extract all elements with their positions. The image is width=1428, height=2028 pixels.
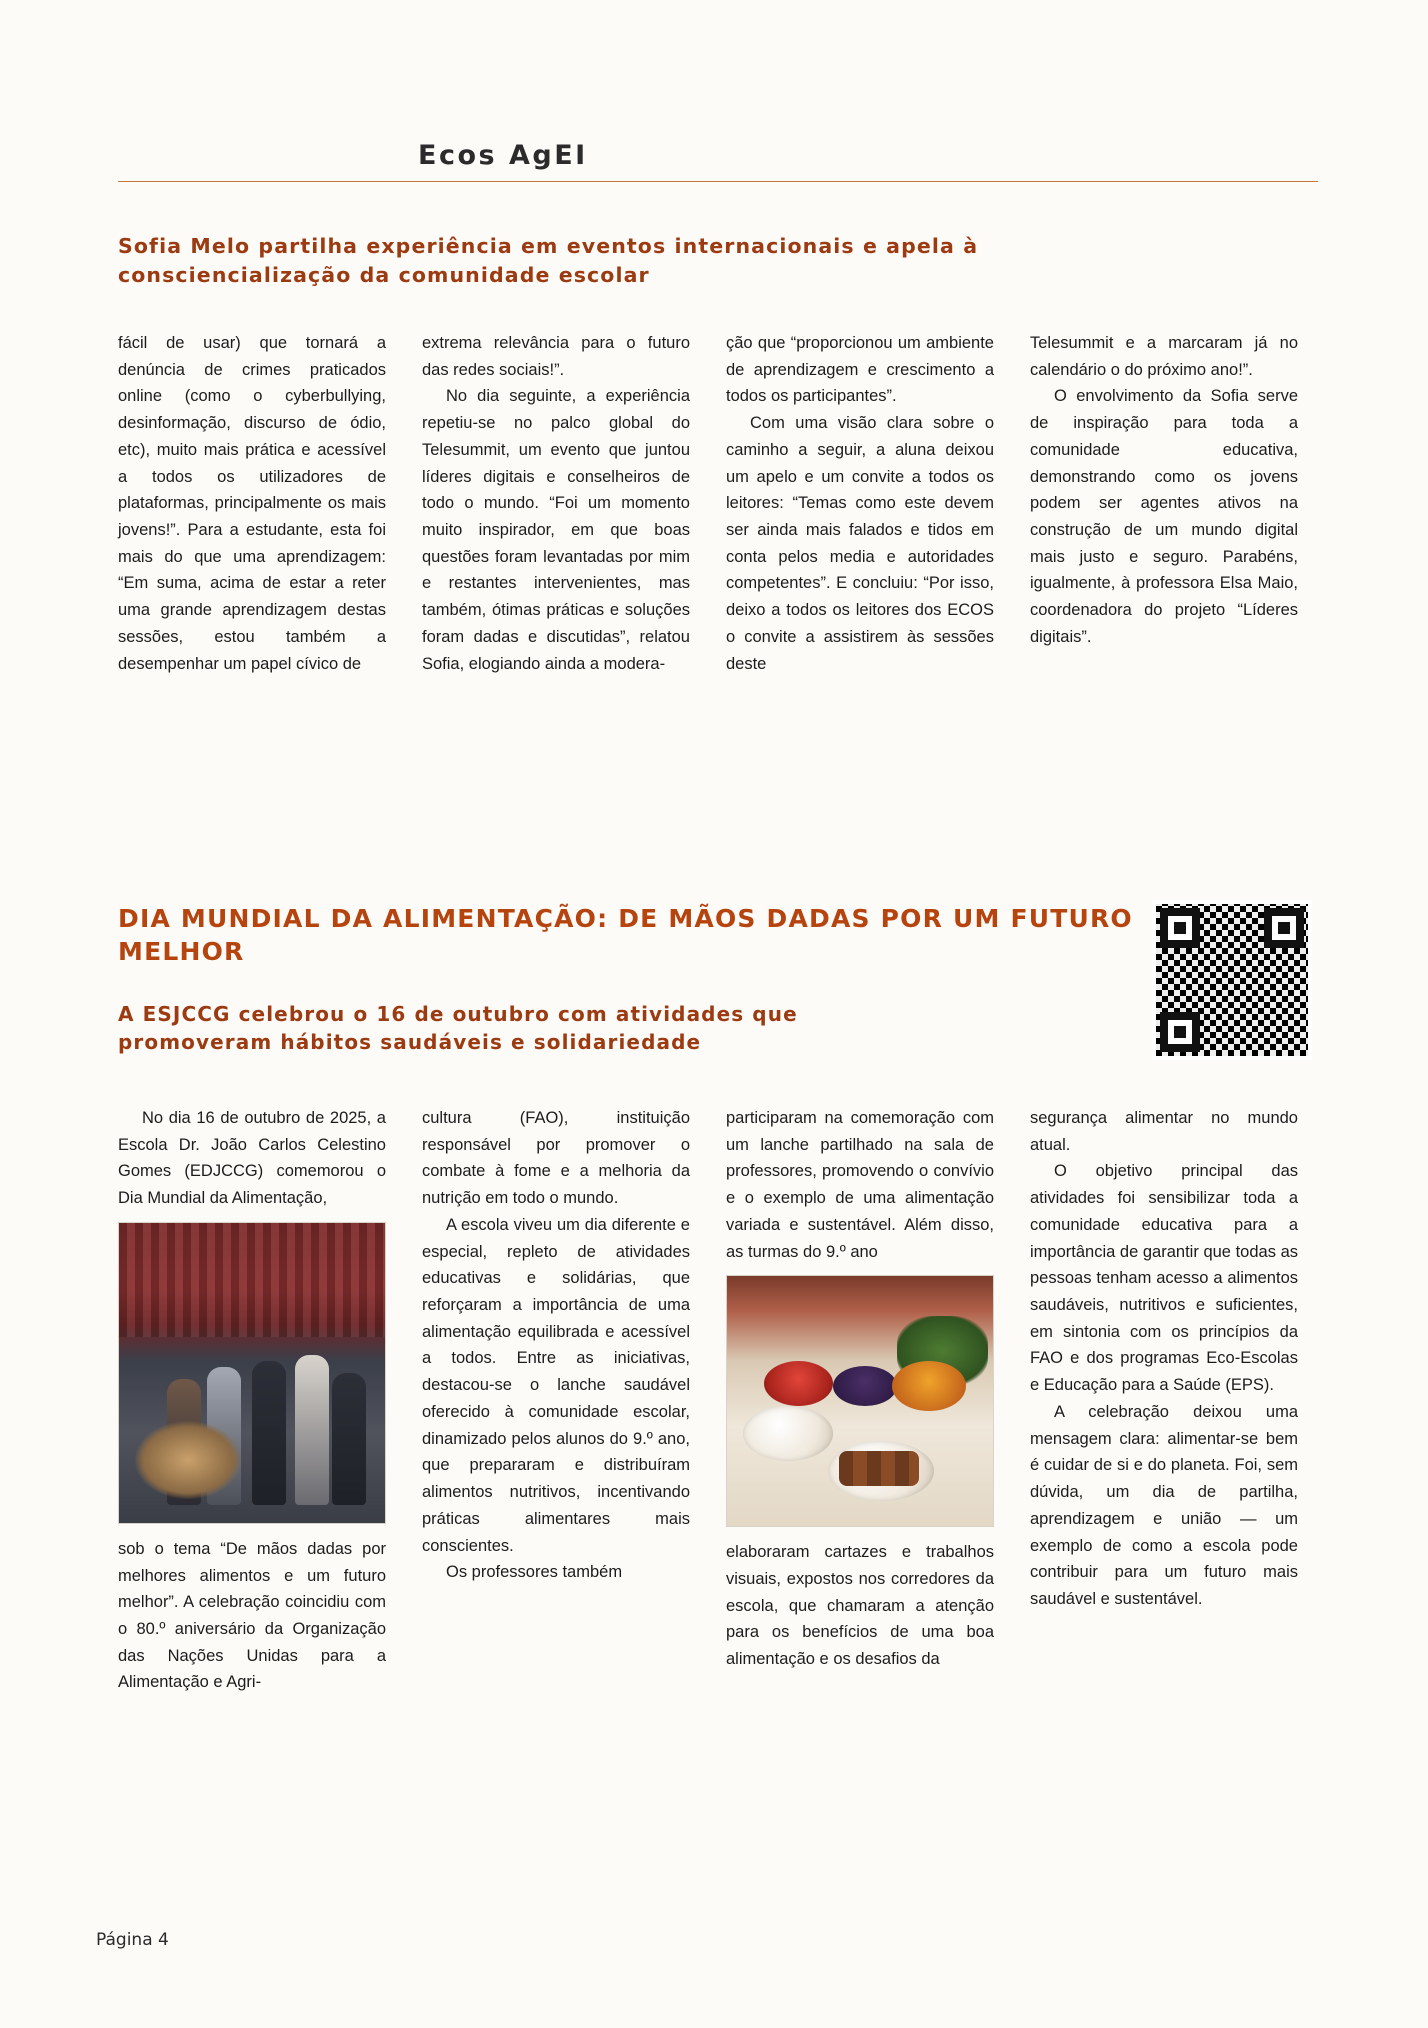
article2-column-4 <box>1030 1105 1298 1696</box>
photo-figure <box>207 1367 241 1505</box>
article1-headline <box>118 232 1303 290</box>
paragraph: Os professores também <box>446 1563 623 1582</box>
article1-body <box>118 330 1308 677</box>
photo-alunos-lanche-saudavel <box>118 1222 386 1524</box>
photo-bowl <box>892 1361 966 1411</box>
article1-headline-line1: Sofia Melo partilha experiência em eventos internacionais e apela à <box>118 234 979 258</box>
masthead-divider <box>118 181 1318 182</box>
article1-headline-line2: consciencialização da comunidade escolar <box>118 263 650 288</box>
photo-figure <box>295 1355 329 1505</box>
article2-title: DIA MUNDIAL DA ALIMENTAÇÃO: DE MÃOS DADAS POR UM FUTURO MELHOR <box>118 904 1133 966</box>
qr-finder-top-left <box>1160 908 1200 948</box>
paragraph: Com uma visão clara sobre o caminho a seguir, a aluna deixou um apelo e um convite a todos os leitores: “Temas como este devem ser ainda mais falados e tidos em conta pelos media e autoridades competentes”. E concluiu: “Por isso, deixo a todos os leitores dos ECOS o convite a assistirem às sessões deste <box>726 414 994 673</box>
article2-column-3 <box>726 1105 994 1696</box>
paragraph: No dia 16 de outubro de 2025, a Escola Dr. João Carlos Celestino Gomes (EDJCCG) comemorou o Dia Mundial da Alimentação, <box>118 1109 386 1208</box>
article2-subtitle-line1: A ESJCCG celebrou o 16 de outubro com atividades que <box>118 1002 798 1026</box>
paragraph: participaram na comemoração com um lanche partilhado na sala de professores, promovendo o convívio e o exemplo de uma alimentação variada e sustentável. Além disso, as turmas do 9.º ano <box>726 1109 994 1261</box>
qr-code-icon[interactable] <box>1152 900 1312 1060</box>
paragraph: A escola viveu um dia diferente e especial, repleto de atividades educativas e solidárias, que reforçaram a importância de uma alimentação equilibrada e acessível a todos. Entre as iniciativas, destacou-se o lanche saudável oferecido à comunidade escolar, dinamizado pelos alunos do 9.º ano, que prepararam e distribuíram alimentos nutritivos, incentivando práticas alimentares mais conscientes. <box>422 1215 690 1555</box>
masthead <box>118 140 1318 182</box>
paragraph: No dia seguinte, a experiência repetiu-se no palco global do Telesummit, um evento que juntou líderes digitais e conselheiros de todo o mundo. “Foi um momento muito inspirador, em que boas questões foram levantadas por mim e restantes intervenientes, mas também, ótimas práticas e soluções foram dadas e discutidas”, relatou Sofia, elogiando ainda a modera- <box>422 387 690 673</box>
masthead-title: Ecos AgEI <box>418 140 588 171</box>
article2-subtitle-line2: promoveram hábitos saudáveis e solidariedade <box>118 1030 702 1055</box>
paragraph: fácil de usar) que tornará a denúncia de crimes praticados online (como o cyberbullying, desinformação, discurso de ódio, etc), muito mais prática e acessível a todos os utilizadores de plataformas, principalmente os mais jovens!”. Para a estudante, esta foi mais do que uma aprendizagem: “Em suma, acima de estar a reter uma grande aprendizagem destas sessões, estou também a desempenhar um papel cívico de <box>118 334 386 673</box>
article1-column-2 <box>422 330 690 677</box>
paragraph: sob o tema “De mãos dadas por melhores alimentos e um futuro melhor”. A celebração coincidiu com o 80.º aniversário da Organização das Nações Unidas para a Alimentação e Agri- <box>118 1539 386 1692</box>
paragraph: ção que “proporcionou um ambiente de aprendizagem e crescimento a todos os participantes”. <box>726 334 994 406</box>
paragraph: Telesummit e a marcaram já no calendário o do próximo ano!”. <box>1030 334 1298 379</box>
paragraph: segurança alimentar no mundo atual. <box>1030 1109 1298 1154</box>
paragraph: elaboraram cartazes e trabalhos visuais, expostos nos corredores da escola, que chamaram a atenção para os benefícios de uma boa alimentação e os desafios da <box>726 1543 994 1669</box>
photo-bowl <box>833 1366 897 1406</box>
qr-finder-bottom-left <box>1160 1012 1200 1052</box>
paragraph: A celebração deixou uma mensagem clara: alimentar-se bem é cuidar de si e do planeta. Foi, sem dúvida, um dia de partilha, aprendizagem e união — um exemplo de como a escola pode contribuir para um futuro mais saudável e sustentável. <box>1030 1402 1298 1608</box>
paragraph: O envolvimento da Sofia serve de inspiração para toda a comunidade educativa, demonstrando como os jovens podem ser agentes ativos na construção de um mundo digital mais justo e seguro. Parabéns, igualmente, à professora Elsa Maio, coordenadora do projeto “Líderes digitais”. <box>1030 387 1298 646</box>
article1-column-3 <box>726 330 994 677</box>
paragraph: cultura (FAO), instituição responsável por promover o combate à fome e a melhoria da nutrição em todo o mundo. <box>422 1109 690 1208</box>
article2-body <box>118 1105 1308 1696</box>
photo-figure <box>252 1361 286 1505</box>
photo-cookies <box>839 1451 919 1486</box>
page-number: Página 4 <box>96 1930 169 1950</box>
photo-figure <box>167 1379 201 1505</box>
article1-column-4 <box>1030 330 1298 677</box>
qr-finder-top-right <box>1264 908 1304 948</box>
photo-mesa-lanche-partilhado <box>726 1275 994 1527</box>
article2-column-2 <box>422 1105 690 1696</box>
article2-subtitle <box>118 1000 1208 1057</box>
paragraph: extrema relevância para o futuro das redes sociais!”. <box>422 334 690 379</box>
paragraph: O objetivo principal das atividades foi sensibilizar toda a comunidade educativa para a importância de garantir que todas as pessoas tenham acesso a alimentos saudáveis, nutritivos e suficientes, em sintonia com os princípios da FAO e dos programas Eco-Escolas e Educação para a Saúde (EPS). <box>1030 1162 1298 1395</box>
photo-bowl <box>764 1361 833 1406</box>
article2-column-1 <box>118 1105 386 1696</box>
photo-figure <box>332 1373 366 1505</box>
article1-column-1 <box>118 330 386 677</box>
photo-plate <box>743 1406 833 1461</box>
